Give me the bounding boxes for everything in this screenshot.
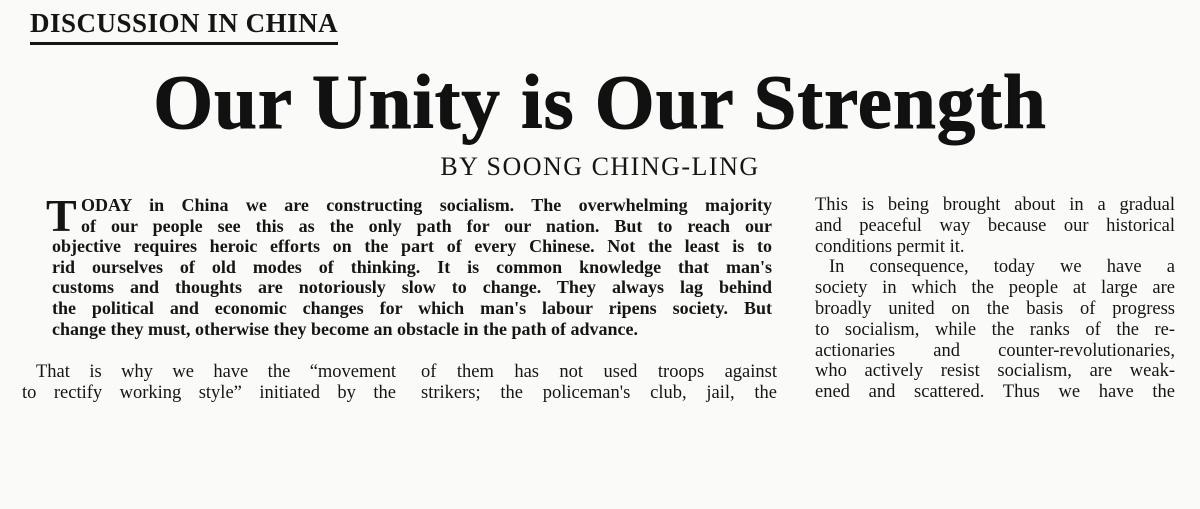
lead-line: customs and thoughts are notoriously slow to change. They always lag behind <box>52 277 772 298</box>
column-line: actionaries and counter-revolutionaries, <box>815 340 1175 361</box>
lead-line: of our people see this as the only path for our nation. But to reach our <box>81 215 772 236</box>
column-line: and peaceful way because our historical <box>815 215 1175 236</box>
column-line: who actively resist socialism, are weak- <box>815 361 1175 382</box>
column-line: to socialism, while the ranks of the re- <box>815 319 1175 340</box>
article-headline: Our Unity is Our Strength <box>153 59 1047 145</box>
column-line: to rectify working style” initiated by the <box>22 382 396 403</box>
drop-cap: T <box>46 190 77 241</box>
body-column-1 <box>22 362 396 404</box>
column-line: society in which the people at large are <box>815 278 1175 299</box>
column-line: In consequence, today we have a <box>829 257 1175 278</box>
column-line: strikers; the policeman's club, jail, the <box>421 382 777 403</box>
body-column-3 <box>815 195 1175 403</box>
lead-line: the political and economic changes for which man's labour ripens society. But <box>52 297 772 318</box>
lead-line: objective requires heroic efforts on the part of every Chinese. Not the least is to <box>52 236 772 257</box>
section-kicker: DISCUSSION IN CHINA <box>30 6 338 45</box>
lead-line: change they must, otherwise they become an obstacle in the path of advance. <box>52 318 638 339</box>
column-line: ened and scattered. Thus we have the <box>815 382 1175 403</box>
lead-line: rid ourselves of old modes of thinking. It is common knowledge that man's <box>52 256 772 277</box>
column-line: of them has not used troops against <box>421 362 777 382</box>
article-byline: BY SOONG CHING-LING <box>440 152 760 181</box>
body-column-2 <box>421 362 777 404</box>
column-line: broadly united on the basis of progress <box>815 298 1175 319</box>
column-line: conditions permit it. <box>815 236 965 257</box>
column-line: This is being brought about in a gradual <box>815 195 1175 215</box>
lead-paragraph <box>46 190 772 339</box>
column-line: That is why we have the “movement <box>36 362 396 382</box>
lead-line: ODAY in China we are constructing socialism. The overwhelming majority <box>81 195 772 215</box>
